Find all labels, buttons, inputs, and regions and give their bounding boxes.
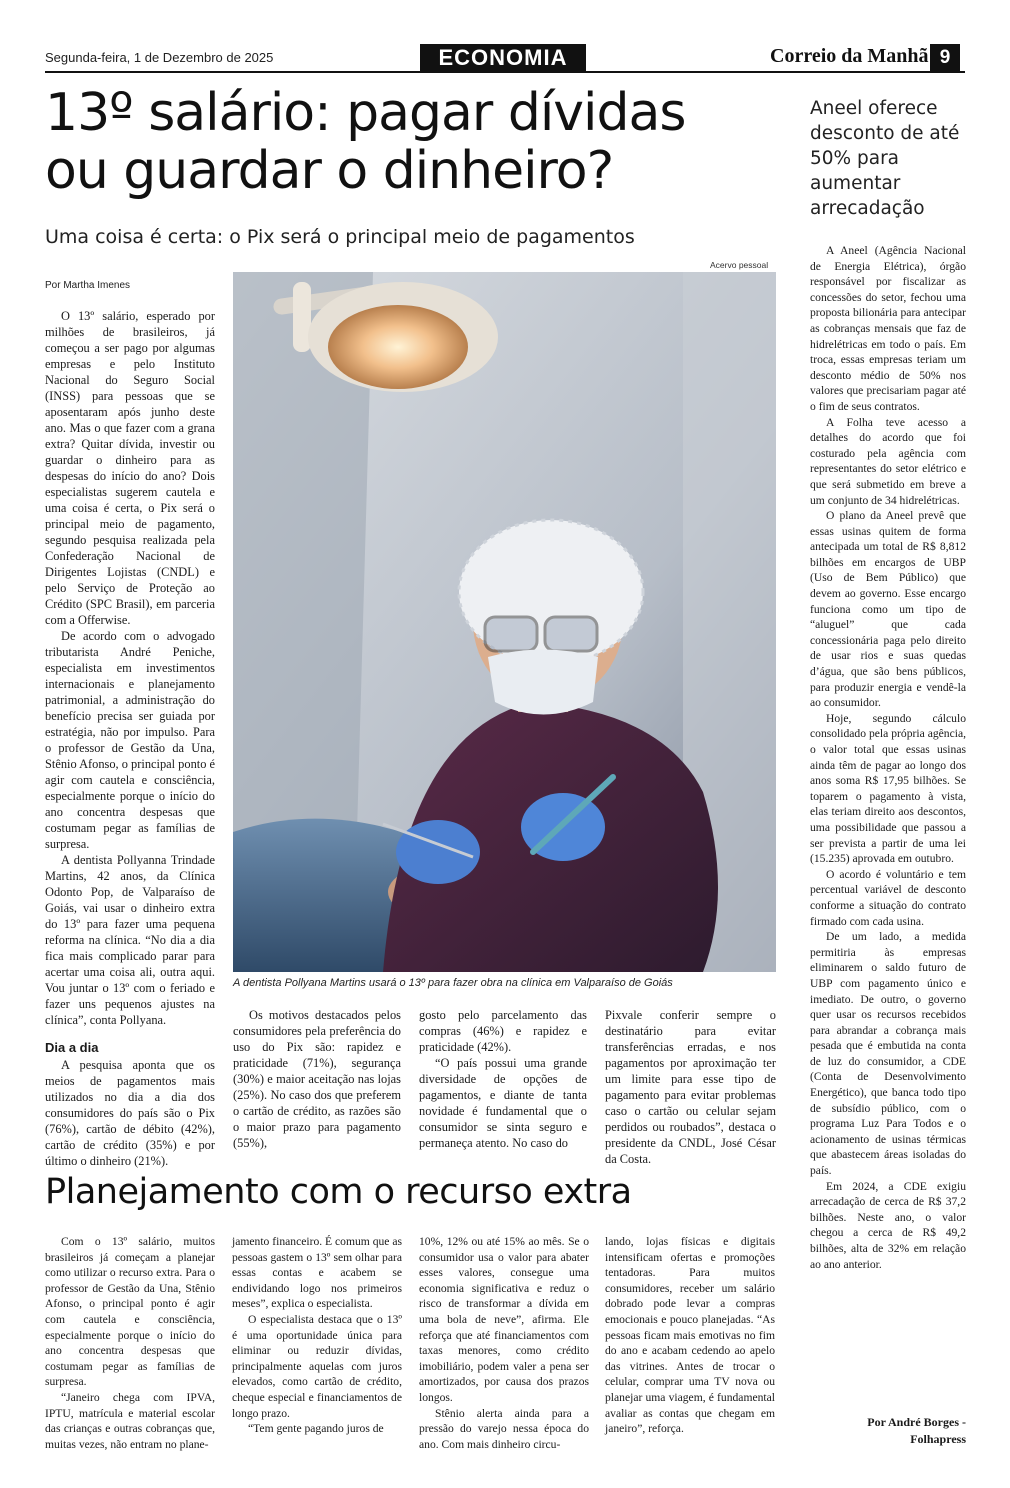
paragraph: Stênio alerta ainda para a pressão do varejo nessa época do ano. Com mais dinheiro circu- — [419, 1406, 589, 1451]
sidebar-signature — [810, 1414, 966, 1448]
paragraph: jamento financeiro. É comum que as pessoas gastem o 13º sem olhar para essas contas e acabem se endividando logo nos primeiros meses”, explica o especialista. — [232, 1235, 402, 1311]
paragraph: Pixvale conferir sempre o destinatário para evitar transferências erradas, e nos pagamentos por aproximação ter um limite para esse tipo de pagamento para evitar problemas caso o cartão ou celular sejam perdidos ou roubados”, destaca o presidente da CNDL, José César da Costa. — [605, 1008, 776, 1166]
paragraph: “Janeiro chega com IPVA, IPTU, matrícula e material escolar das crianças e outras cobranças que, muitas vezes, não entram no plane- — [45, 1390, 215, 1451]
photo-caption: A dentista Pollyana Martins usará o 13º para fazer obra na clínica em Valparaíso de Goiás — [233, 977, 673, 989]
paragraph: O 13º salário, esperado por milhões de brasileiros, já começou a ser pago por algumas empresas e pelo Instituto Nacional do Seguro Social (INSS) para pessoas que se aposentaram após junho deste ano. Mas o que fazer com a grana extra? Quitar dívida, investir ou guardar o dinheiro para as despesas do início do ano? Dois especialistas sugerem cautela e uma coisa é certa, o Pix será o principal meio de pagamento, segundo pesquisa realizada pela Confederação Nacional de Dirigentes Lojistas (CNDL) e pelo Serviço de Proteção ao Crédito (SPC Brasil), em parceria com a Offerwise. — [45, 309, 215, 627]
paragraph: Hoje, segundo cálculo consolidado pela própria agência, o valor total que essas usinas ainda têm de pagar ao longo dos anos soma R$ 17,95 bilhões. Se toparem o pagamento à vista, elas teriam direito aos descontos, uma possibilidade que passou a ser prevista a partir de uma lei (15.235) aprovada em outubro. — [810, 711, 966, 866]
headline-line-1: 13º salário: pagar dívidas — [45, 83, 686, 143]
paragraph: De acordo com o advogado tributarista André Peniche, especialista em investimentos internacionais e planejamento patrimonial, a administração do benefício precisa ser guiada por estratégia, não por impulso. Para o professor de Gestão da Una, Stênio Afonso, o principal ponto é agir com cautela e consciência, especialmente porque o início do ano concentra despesas que costumam pegar as famílias de surpresa. — [45, 629, 216, 851]
paragraph: 10%, 12% ou até 15% ao mês. Se o consumidor usa o valor para abater esses valores, consegue uma economia significativa e reduz o risco de transformar a dívida em uma bola de neve”, afirma. Ele reforça que até financiamentos com taxas menores, como crédito imobiliário, podem valer a pena ser amortizados, por causa dos prazos longos. — [419, 1235, 589, 1404]
second-article-column-4 — [605, 1234, 775, 1437]
paragraph: O acordo é voluntário e tem percentual variável de desconto conforme a situação do contrato firmado com cada usina. — [810, 867, 966, 928]
paragraph: Os motivos destacados pelos consumidores pela preferência do uso do Pix são: rapidez e praticidade (71%), segurança (30%) e maior aceitação nas lojas (25%). No caso dos que preferem o cartão de crédito, as razões são o maior prazo para pagamento (55%), — [233, 1008, 401, 1150]
article-column-1-lower — [45, 1040, 215, 1169]
paragraph: “O país possui uma grande diversidade de opções de pagamentos, e diante de tanta novidade é fundamental que o consumidor se sinta seguro e permaneça atento. No caso do — [419, 1056, 587, 1150]
paragraph: Com o 13º salário, muitos brasileiros já começam a planejar como utilizar o recurso extra. Para o professor de Gestão da Una, Stênio Afonso, o principal ponto é agir com cautela e consciência, especialmente porque o início do ano concentra despesas que costumam pegar as famílias de surpresa. — [45, 1235, 215, 1389]
section-label: ECONOMIA — [420, 44, 586, 71]
article-column-1 — [45, 308, 215, 1028]
paragraph: Em 2024, a CDE exigiu arrecadação de cerca de R$ 37,2 bilhões. Neste ano, o valor chegou a cerca de R$ 49,2 bilhões, alta de 32% em relação ao ano anterior. — [810, 1179, 966, 1271]
sidebar-body — [810, 243, 966, 1272]
sidebar-title: Aneel oferece desconto de até 50% para aumentar arrecadação — [810, 98, 960, 219]
dentist-photo-illustration — [233, 272, 776, 972]
signature-line-2: Folhapress — [910, 1432, 966, 1446]
paragraph: “Tem gente pagando juros de — [248, 1422, 384, 1436]
second-article-column-2 — [232, 1234, 402, 1437]
signature-line-1: Por André Borges - — [867, 1415, 966, 1429]
paragraph: A dentista Pollyanna Trindade Martins, 42 anos, da Clínica Odonto Pop, de Valparaíso de Goiás, vai usar o dinheiro extra do 13º para fazer uma pequena reforma na clínica. “No dia a dia fica mais complicado parar para acertar uma coisa ali, outra aqui. Vou juntar o 13º com o feriado e fazer uns pequenos ajustes na clínica”, conta Pollyana. — [45, 853, 215, 1027]
paragraph: De um lado, a medida permitiria às empresas eliminarem o saldo futuro de UBP com pagamento único e imediato. De outro, o governo quer usar os recursos recebidos para abrandar a cobrança mais pesada que é embutida na conta de luz do consumidor, a CDE (Conta de Desenvolvimento Energético), que banca todo tipo de subsídio público, com o programa Luz Para Todos e o acionamento de usinas térmicas que abastecem áreas isoladas do país. — [810, 930, 966, 1178]
byline: Por Martha Imenes — [45, 280, 131, 291]
photo-credit: Acervo pessoal — [710, 260, 769, 270]
newspaper-name: Correio da Manhã — [770, 45, 929, 67]
paragraph: lando, lojas físicas e digitais intensificam ofertas e promoções tentadoras. Para muitos consumidores, receber um salário dobrado pode levar a compras emocionais e pouco planejadas. “As pessoas ficam mais emotivas no fim do ano e acabam cedendo ao apelo das vitrines. Antes de trocar o celular, comprar uma TV nova ou planejar uma viagem, é fundamental avaliar as contas que chegam em janeiro”, reforça. — [605, 1235, 775, 1436]
second-article-title: Planejamento com o recurso extra — [45, 1172, 632, 1212]
headline — [45, 84, 775, 200]
headline-line-2: ou guardar o dinheiro? — [45, 141, 614, 201]
second-article-column-3 — [419, 1234, 589, 1452]
subheadline: Uma coisa é certa: o Pix será o principal meio de pagamentos — [45, 226, 635, 248]
paragraph: A Aneel (Agência Nacional de Energia Elétrica), órgão responsável por fiscalizar as concessões do setor, fechou uma proposta bilionária para antecipar as cobranças mensais que faz de hidrelétricas em todo o país. Em troca, essas empresas teriam um desconto médio de 50% nos valores que precisariam pagar até o fim de seus contratos. — [810, 244, 966, 413]
paragraph: O especialista destaca que o 13º é uma oportunidade única para eliminar ou reduzir dívidas, principalmente aquelas com juros elevados, como cartão de crédito, cheque especial e financiamentos de longo prazo. — [232, 1312, 402, 1420]
article-column-2 — [233, 1007, 401, 1151]
article-photo — [233, 272, 776, 972]
header-rule — [45, 71, 965, 73]
paragraph: gosto pelo parcelamento das compras (46%) e rapidez e praticidade (42%). — [419, 1008, 587, 1054]
article-column-3 — [419, 1007, 587, 1151]
article-column-4 — [605, 1007, 776, 1167]
paragraph: A Folha teve acesso a detalhes do acordo que foi costurado pela agência com representantes do setor elétrico e que será submetido em breve a um conjunto de 34 hidrelétricas. — [810, 415, 966, 507]
issue-date: Segunda-feira, 1 de Dezembro de 2025 — [45, 50, 274, 65]
second-article-column-1 — [45, 1234, 215, 1452]
page-number: 9 — [930, 44, 960, 71]
paragraph: O plano da Aneel prevê que essas usinas quitem de forma antecipada um total de R$ 8,812 bilhões em encargos de UBP (Uso de Bem Público) que devem ao governo. Esse encargo funciona como um tipo de “aluguel” que cada concessionária paga pelo direito de usar rios e suas quedas d’água, que são bens públicos, para produzir energia e vendê-la ao consumidor. — [810, 509, 966, 710]
subsection-title: Dia a dia — [45, 1040, 99, 1055]
paragraph: A pesquisa aponta que os meios de pagamentos mais utilizados no dia a dia dos consumidores do país são o Pix (76%), cartão de débito (42%), cartão de crédito (35%) e por último o dinheiro (21%). — [45, 1058, 215, 1168]
